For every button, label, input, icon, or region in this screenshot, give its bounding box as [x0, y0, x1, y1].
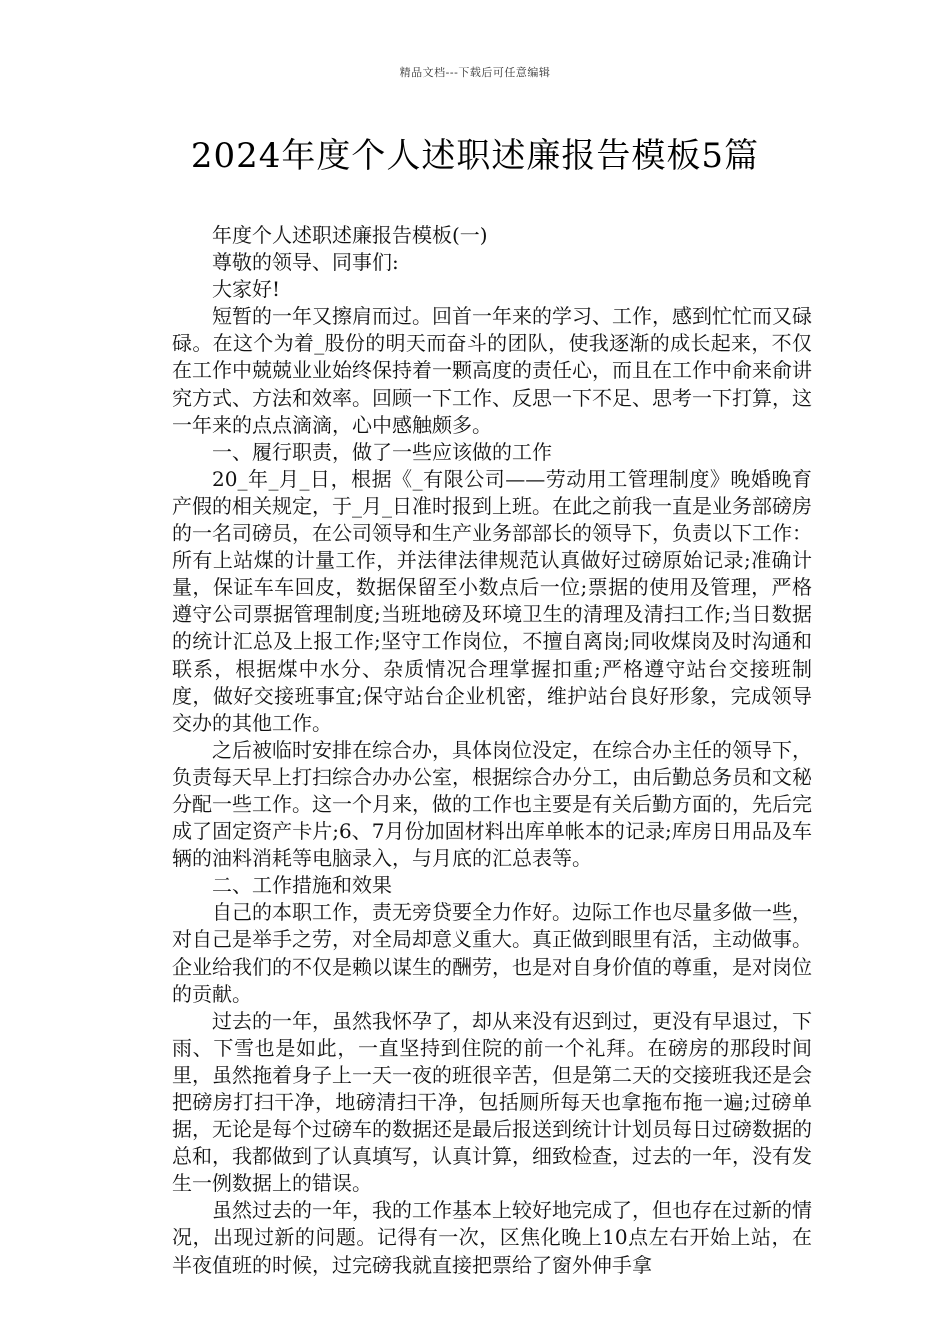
section-heading-1: 一、履行职责，做了一些应该做的工作: [212, 439, 552, 464]
paragraph-duties: 20_年_月_日，根据《_有限公司——劳动用工管理制度》晚婚晚育产假的相关规定，于_月_日准时报到上班。在此之前我一直是业务部磅房的一名司磅员，在公司领导和生产业务部部长的领导下，负责以下工作：所有上站煤的计量工作，并法律法律规范认真做好过磅原始记录;准确计量，保证车车回皮，数据保留至小数点后一位;票据的使用及管理，严格遵守公司票据管理制度;当班地磅及环境卫生的清理及清扫工作;当日数据的统计汇总及上报工作;坚守工作岗位，不擅自离岗;同收煤岗及时沟通和联系，根据煤中水分、杂质情况合理掌握扣重;严格遵守站台交接班制度，做好交接班事宜;保守站台企业机密，维护站台良好形象，完成领导交办的其他工作。: [172, 466, 812, 735]
paragraph-office: 之后被临时安排在综合办，具体岗位没定，在综合办主任的领导下，负责每天早上打扫综合办办公室，根据综合办分工，由后勤总务员和文秘分配一些工作。这一个月来，做的工作也主要是有关后勤方面的，先后完成了固定资产卡片;6、7月份加固材料出库单帐本的记录;库房日用品及车辆的油料消耗等电脑录入，与月底的汇总表等。: [172, 737, 812, 871]
paragraph-salutation: 尊敬的领导、同事们:: [212, 250, 399, 275]
document-title: 2024年度个人述职述廉报告模板5篇: [190, 136, 760, 176]
paragraph-intro: 短暂的一年又擦肩而过。回首一年来的学习、工作，感到忙忙而又碌碌。在这个为着_股份的明天而奋斗的团队，使我逐渐的成长起来，不仅在工作中兢兢业业始终保持着一颗高度的责任心，而且在工作中俞来俞讲究方式、方法和效率。回顾一下工作、反思一下不足、思考一下打算，这一年来的点点滴滴，心中感触颇多。: [172, 304, 812, 437]
paragraph-problems: 虽然过去的一年，我的工作基本上较好地完成了，但也存在过新的情况，出现过新的问题。记得有一次，区焦化晚上10点左右开始上站，在半夜值班的时候，过完磅我就直接把票给了窗外伸手拿: [172, 1198, 812, 1277]
paragraph-subtitle: 年度个人述职述廉报告模板(一): [212, 223, 488, 247]
paragraph-past-year: 过去的一年，虽然我怀孕了，却从来没有迟到过，更没有早退过，下雨、下雪也是如此，一直坚持到住院的前一个礼拜。在磅房的那段时间里，虽然拖着身子上一天一夜的班很辛苦，但是第二天的交接班我还是会把磅房打扫干净，地磅清扫干净，包括厕所每天也拿拖布拖一遍;过磅单据，无论是每个过磅车的数据还是最后报送到统计计划员每日过磅数据的总和，我都做到了认真填写，认真计算，细致检查，过去的一年，没有发生一例数据上的错误。: [172, 1008, 812, 1196]
paragraph-measures: 自己的本职工作，责无旁贷要全力作好。边际工作也尽量多做一些，对自己是举手之劳，对全局却意义重大。真正做到眼里有活，主动做事。企业给我们的不仅是赖以谋生的酬劳，也是对自身价值的尊重，是对岗位的贡献。: [172, 900, 812, 1006]
paragraph-greeting: 大家好!: [212, 277, 281, 302]
document-body: [172, 222, 812, 1279]
section-heading-2: 二、工作措施和效果: [212, 873, 392, 898]
header-note: 精品文档---下载后可任意编辑: [399, 66, 551, 79]
